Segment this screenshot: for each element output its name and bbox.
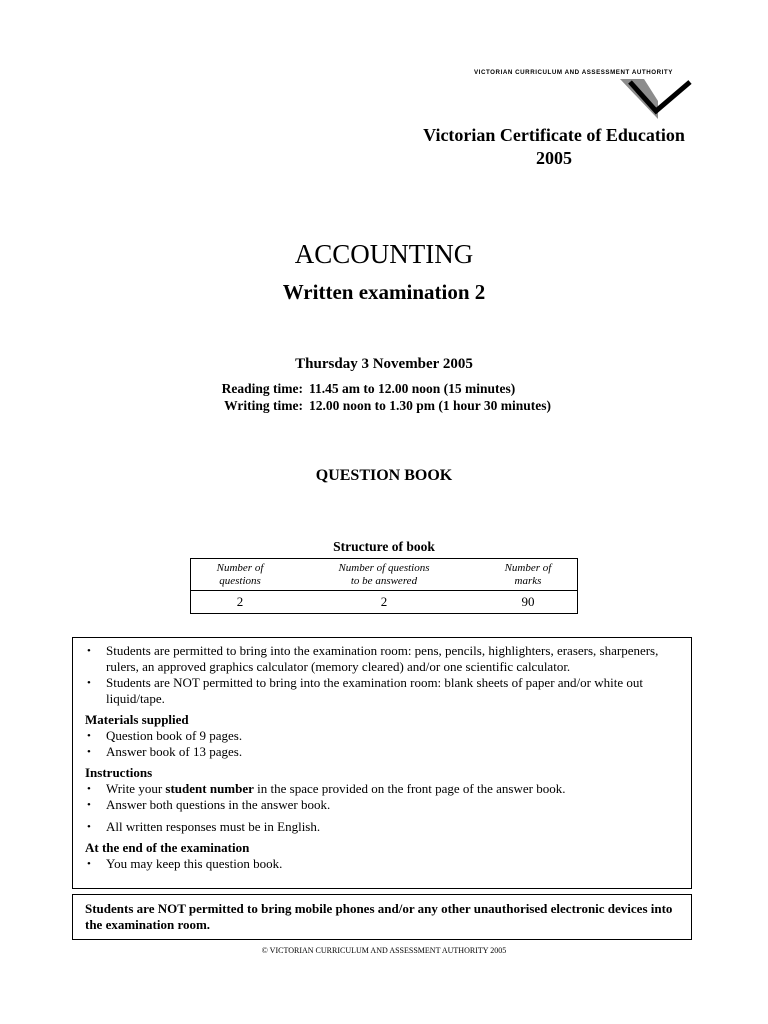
list-item	[85, 781, 679, 797]
structure-title: Structure of book	[333, 539, 435, 554]
end-heading: At the end of the examination	[85, 840, 250, 855]
authority-name: VICTORIAN CURRICULUM AND ASSESSMENT AUTHORITY	[474, 69, 673, 76]
vcaa-check-logo-icon	[620, 79, 694, 119]
bullet-icon: •	[87, 821, 91, 833]
instruction-answer-both: Answer both questions in the answer book.	[106, 797, 331, 812]
instruction-student-number: Write your student number in the space provided on the front page of the answer book.	[106, 781, 566, 796]
bullet-icon: •	[87, 858, 91, 870]
list-item	[85, 675, 679, 707]
header-to-answer: Number of questions to be answered	[289, 559, 479, 591]
header-marks: Number of marks	[479, 559, 578, 591]
bullet-icon: •	[87, 746, 91, 758]
value-to-answer: 2	[289, 591, 479, 614]
certificate-year: 2005	[536, 148, 572, 168]
not-permitted-items: Students are NOT permitted to bring into the examination room: blank sheets of paper and/or white out liquid/tape.	[106, 675, 643, 706]
structure-header-row	[191, 559, 578, 591]
exam-date: Thursday 3 November 2005	[295, 356, 473, 372]
material-question-book: Question book of 9 pages.	[106, 728, 243, 743]
instruction-english: All written responses must be in English.	[106, 819, 321, 834]
reading-time-value: 11.45 am to 12.00 noon (15 minutes)	[309, 381, 516, 396]
value-questions: 2	[191, 591, 290, 614]
book-label: QUESTION BOOK	[315, 467, 453, 484]
writing-time-value: 12.00 noon to 1.30 pm (1 hour 30 minutes)	[309, 398, 552, 413]
copyright-notice: © VICTORIAN CURRICULUM AND ASSESSMENT AUTHORITY 2005	[261, 946, 507, 955]
exam-title: Written examination 2	[282, 280, 486, 304]
permitted-items: Students are permitted to bring into the examination room: pens, pencils, highlighters, erasers, sharpeners, rulers, an approved graphics calculator (memory cleared) and/or one scientific calculator.	[106, 643, 659, 674]
list-item	[85, 797, 679, 813]
bullet-icon: •	[87, 783, 91, 795]
mobile-phone-notice: Students are NOT permitted to bring mobile phones and/or any other unauthorised electronic devices into the examination room.	[72, 894, 692, 940]
instructions-heading: Instructions	[85, 765, 153, 780]
structure-value-row	[191, 591, 578, 614]
end-keep-book: You may keep this question book.	[106, 856, 283, 871]
reading-time-label: Reading time:	[221, 381, 303, 396]
subject-title: ACCOUNTING	[294, 239, 474, 269]
writing-time-row	[200, 397, 551, 414]
material-answer-book: Answer book of 13 pages.	[106, 744, 243, 759]
bullet-icon: •	[87, 730, 91, 742]
structure-table	[190, 558, 578, 614]
list-item	[85, 643, 679, 675]
writing-time-label: Writing time:	[224, 398, 303, 413]
exam-times	[200, 380, 551, 414]
certificate-title: Victorian Certificate of Education	[423, 125, 685, 145]
list-item	[85, 819, 679, 835]
materials-heading: Materials supplied	[85, 712, 189, 727]
header-questions: Number of questions	[191, 559, 290, 591]
list-item	[85, 728, 679, 744]
list-item	[85, 856, 679, 872]
value-marks: 90	[479, 591, 578, 614]
bullet-icon: •	[87, 645, 91, 657]
bullet-icon: •	[87, 677, 91, 689]
list-item	[85, 744, 679, 760]
bullet-icon: •	[87, 799, 91, 811]
reading-time-row	[200, 380, 551, 397]
rules-box	[72, 637, 692, 889]
